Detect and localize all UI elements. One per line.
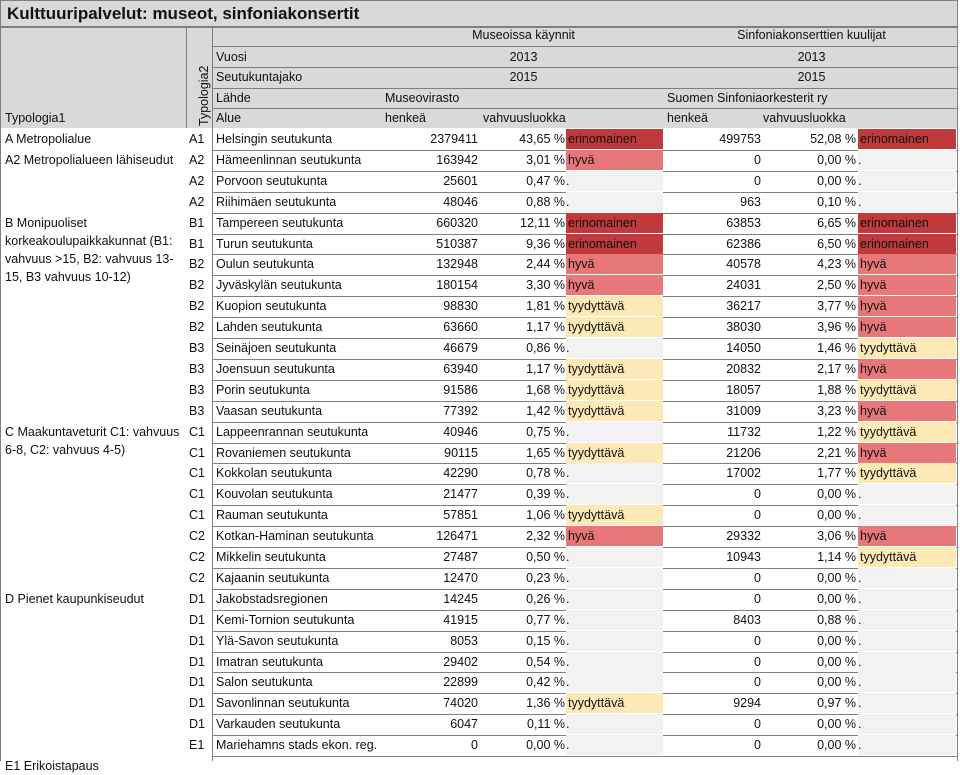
symphony-class-cell: .	[858, 714, 956, 734]
grid-line	[212, 46, 958, 47]
grid-line	[186, 27, 187, 128]
museum-class-cell: tyydyttävä	[566, 296, 663, 316]
region-name: Salon seutukunta	[216, 675, 313, 690]
museum-class-cell: .	[566, 568, 663, 588]
museum-share: 1,81 %	[526, 299, 565, 314]
typologia2-code: C1	[189, 487, 205, 502]
grid-line	[212, 756, 958, 757]
typologia2-code: C2	[189, 550, 205, 564]
symphony-class-cell: .	[858, 672, 956, 692]
symphony-share: 0,00 %	[817, 173, 856, 188]
symphony-class-cell: erinomainen	[858, 213, 956, 233]
museum-visits: 132948	[436, 257, 478, 272]
museum-class-cell: .	[566, 652, 663, 672]
museum-class-cell: .	[566, 735, 663, 755]
symphony-listeners: 0	[754, 738, 761, 753]
museum-share: 43,65 %	[519, 132, 565, 146]
museum-class-cell: tyydyttävä	[566, 317, 663, 337]
symphony-listeners: 0	[754, 717, 761, 732]
symphony-listeners: 499753	[719, 132, 761, 146]
header-typologia2: Typologia2	[197, 65, 211, 126]
region-name: Rauman seutukunta	[216, 508, 328, 523]
symphony-class-cell: .	[858, 505, 956, 525]
museum-class-cell: .	[566, 547, 663, 567]
museum-class-cell: .	[566, 714, 663, 734]
region-name: Porvoon seutukunta	[216, 173, 328, 188]
symphony-share: 2,21 %	[817, 445, 856, 460]
symphony-listeners: 63853	[726, 215, 761, 230]
museum-visits: 660320	[436, 215, 478, 230]
museum-class-cell: .	[566, 672, 663, 692]
symphony-share: 0,00 %	[817, 152, 856, 167]
typologia2-code: D1	[189, 654, 205, 669]
symphony-listeners: 62386	[726, 236, 761, 251]
symphony-class-cell: .	[858, 150, 956, 170]
museum-visits: 48046	[443, 194, 478, 209]
symphony-share: 0,00 %	[817, 633, 856, 648]
museum-share: 1,17 %	[526, 361, 565, 376]
symphony-share: 0,10 %	[817, 194, 856, 209]
symphony-listeners: 17002	[726, 466, 761, 481]
symphony-class-cell: hyvä	[858, 359, 956, 379]
symphony-listeners: 18057	[726, 382, 761, 397]
region-name: Jakobstadsregionen	[216, 591, 328, 606]
museum-class-cell: .	[566, 338, 663, 358]
museum-class-cell: .	[566, 484, 663, 504]
typologia2-code: A2	[189, 152, 205, 167]
symphony-share: 3,23 %	[817, 403, 856, 418]
museum-visits: 63660	[443, 320, 478, 335]
symphony-listeners: 38030	[726, 320, 761, 335]
symphony-share: 0,00 %	[817, 738, 856, 753]
header-label-vuosi: Vuosi	[216, 50, 247, 64]
museum-visits: 29402	[443, 654, 478, 669]
museum-visits: 40946	[443, 424, 478, 439]
symphony-class-cell: tyydyttävä	[858, 547, 956, 567]
museum-share: 0,11 %	[527, 717, 565, 732]
symphony-listeners: 963	[740, 194, 761, 209]
sheet-title: Kulttuuripalvelut: museot, sinfoniakonsertit	[0, 0, 958, 27]
header-vuosi-museums: 2013	[509, 50, 538, 64]
museum-class-cell: erinomainen	[566, 234, 663, 254]
symphony-listeners: 8403	[733, 612, 761, 627]
region-name: Seinäjoen seutukunta	[216, 341, 337, 355]
header-jako-symphony: 2015	[797, 70, 826, 84]
symphony-class-cell: .	[858, 735, 956, 755]
grid-line	[0, 27, 958, 28]
symphony-class-cell: tyydyttävä	[858, 338, 956, 358]
museum-share: 1,68 %	[526, 382, 565, 397]
museum-share: 9,36 %	[526, 236, 565, 251]
symphony-listeners: 20832	[726, 361, 761, 376]
museum-class-cell: tyydyttävä	[566, 401, 663, 421]
typologia2-code: D1	[189, 696, 205, 711]
museum-share: 1,06 %	[526, 508, 565, 523]
symphony-share: 3,96 %	[817, 320, 856, 335]
region-name: Vaasan seutukunta	[216, 403, 323, 418]
symphony-class-cell: hyvä	[858, 317, 956, 337]
museum-class-cell: tyydyttävä	[566, 505, 663, 525]
symphony-class-cell: tyydyttävä	[858, 463, 956, 483]
typologia2-code: B2	[189, 299, 205, 314]
symphony-listeners: 0	[754, 152, 761, 167]
museum-share: 3,30 %	[526, 278, 565, 293]
region-name: Kuopion seutukunta	[216, 299, 327, 314]
header-label-alue: Alue	[216, 111, 242, 125]
typologia1-group-label: E1 Erikoistapaus	[5, 759, 99, 773]
header-vuosi-symphony: 2013	[797, 50, 826, 64]
symphony-listeners: 14050	[726, 341, 761, 355]
museum-visits: 8053	[450, 633, 478, 648]
symphony-share: 0,00 %	[817, 717, 856, 732]
museum-visits: 2379411	[430, 132, 478, 146]
header-lahde-symphony: Suomen Sinfoniaorkesterit ry	[667, 91, 828, 105]
symphony-class-cell: hyvä	[858, 296, 956, 316]
symphony-class-cell: .	[858, 610, 956, 630]
museum-class-cell: tyydyttävä	[566, 380, 663, 400]
typologia2-code: C2	[189, 529, 205, 544]
museum-class-cell: tyydyttävä	[566, 693, 663, 713]
museum-share: 2,44 %	[526, 257, 565, 272]
museum-share: 0,42 %	[526, 675, 565, 690]
region-name: Hämeenlinnan seutukunta	[216, 152, 362, 167]
museum-class-cell: erinomainen	[566, 129, 663, 149]
typologia2-code: E1	[189, 738, 205, 753]
typologia2-code: B3	[189, 382, 205, 397]
museum-share: 0,15 %	[526, 633, 565, 648]
symphony-share: 1,88 %	[817, 382, 856, 397]
symphony-class-cell: hyvä	[858, 526, 956, 546]
typologia2-code: C1	[189, 445, 205, 460]
museum-visits: 42290	[443, 466, 478, 481]
typologia2-code: B3	[189, 403, 205, 418]
museum-share: 0,77 %	[526, 612, 565, 627]
museum-share: 0,00 %	[526, 738, 565, 753]
museum-class-cell: .	[566, 463, 663, 483]
region-name: Jyväskylän seutukunta	[216, 278, 342, 293]
symphony-share: 0,97 %	[817, 696, 856, 711]
museum-class-cell: hyvä	[566, 526, 663, 546]
symphony-share: 52,08 %	[810, 132, 856, 146]
symphony-share: 1,77 %	[817, 466, 856, 481]
museum-visits: 6047	[450, 717, 478, 732]
museum-class-cell: .	[566, 589, 663, 609]
museum-class-cell: .	[566, 631, 663, 651]
museum-visits: 98830	[443, 299, 478, 314]
symphony-class-cell: hyvä	[858, 254, 956, 274]
symphony-listeners: 0	[754, 487, 761, 502]
museum-visits: 74020	[443, 696, 478, 711]
symphony-class-cell: .	[858, 484, 956, 504]
region-name: Kajaanin seutukunta	[216, 570, 330, 585]
museum-visits: 163942	[436, 152, 478, 167]
museum-class-cell: tyydyttävä	[566, 359, 663, 379]
symphony-class-cell: tyydyttävä	[858, 422, 956, 442]
symphony-listeners: 0	[754, 675, 761, 690]
region-name: Kotkan-Haminan seutukunta	[216, 529, 374, 544]
museum-share: 1,42 %	[526, 403, 565, 418]
typologia2-code: D1	[189, 675, 205, 690]
region-name: Kemi-Tornion seutukunta	[216, 612, 355, 627]
symphony-class-cell: .	[858, 631, 956, 651]
grid-line	[212, 88, 958, 89]
header-group-museums: Museoissa käynnit	[472, 28, 575, 42]
symphony-listeners: 0	[754, 654, 761, 669]
typologia1-group-label: A2 Metropolialueen lähiseudut	[5, 152, 174, 167]
museum-visits: 57851	[443, 508, 478, 523]
museum-visits: 90115	[444, 445, 478, 460]
symphony-class-cell: erinomainen	[858, 129, 956, 149]
symphony-share: 1,14 %	[817, 550, 856, 564]
museum-share: 0,26 %	[526, 591, 565, 606]
museum-visits: 12470	[443, 570, 478, 585]
grid-line	[0, 27, 1, 761]
grid-line	[212, 67, 958, 68]
symphony-class-cell: .	[858, 568, 956, 588]
symphony-share: 2,50 %	[817, 278, 856, 293]
museum-visits: 0	[471, 738, 478, 753]
region-name: Tampereen seutukunta	[216, 215, 344, 230]
region-name: Porin seutukunta	[216, 382, 310, 397]
symphony-share: 0,88 %	[817, 612, 856, 627]
symphony-listeners: 29332	[726, 529, 761, 544]
museum-class-cell: .	[566, 422, 663, 442]
symphony-class-cell: .	[858, 192, 956, 212]
region-name: Imatran seutukunta	[216, 654, 324, 669]
symphony-share: 0,00 %	[817, 654, 856, 669]
header-group-symphony: Sinfoniakonserttien kuulijat	[737, 28, 886, 42]
museum-visits: 180154	[436, 278, 478, 293]
museum-share: 0,54 %	[526, 654, 565, 669]
museum-share: 0,47 %	[526, 173, 565, 188]
typologia2-code: B2	[189, 257, 205, 272]
header-typologia1: Typologia1	[5, 111, 66, 125]
symphony-listeners: 0	[754, 591, 761, 606]
museum-class-cell: hyvä	[566, 150, 663, 170]
typologia2-code: A2	[189, 173, 205, 188]
symphony-share: 4,23 %	[817, 257, 856, 272]
header-henkea-symphony: henkeä	[667, 111, 709, 125]
museum-class-cell: hyvä	[566, 254, 663, 274]
museum-visits: 25601	[443, 173, 478, 188]
symphony-share: 1,22 %	[817, 424, 856, 439]
symphony-class-cell: tyydyttävä	[858, 380, 956, 400]
symphony-class-cell: .	[858, 652, 956, 672]
museum-visits: 126471	[436, 529, 478, 544]
symphony-listeners: 21206	[726, 445, 761, 460]
museum-visits: 63940	[443, 361, 478, 376]
symphony-listeners: 0	[754, 508, 761, 523]
symphony-share: 3,06 %	[817, 529, 856, 544]
typologia1-group-label: D Pienet kaupunkiseudut	[5, 591, 144, 606]
museum-visits: 14245	[443, 591, 478, 606]
typologia1-group-label: C Maakuntaveturit C1: vahvuus 6-8, C2: vahvuus 4-5)	[5, 424, 180, 457]
museum-share: 12,11 %	[520, 215, 565, 230]
symphony-class-cell: .	[858, 171, 956, 191]
symphony-share: 2,17 %	[817, 361, 856, 376]
symphony-class-cell: hyvä	[858, 443, 956, 463]
symphony-class-cell: .	[858, 693, 956, 713]
symphony-listeners: 0	[754, 173, 761, 188]
region-name: Helsingin seutukunta	[216, 132, 333, 146]
typologia2-code: B3	[189, 341, 205, 355]
typologia2-code: C1	[189, 424, 205, 439]
museum-share: 1,36 %	[526, 696, 565, 711]
typologia2-code: C2	[189, 570, 205, 585]
symphony-class-cell: hyvä	[858, 401, 956, 421]
symphony-listeners: 0	[754, 633, 761, 648]
symphony-share: 0,00 %	[817, 508, 856, 523]
region-name: Riihimäen seutukunta	[216, 194, 337, 209]
symphony-share: 0,00 %	[817, 570, 856, 585]
symphony-share: 6,50 %	[817, 236, 856, 251]
typologia2-code: B2	[189, 278, 205, 293]
typologia2-code: C1	[189, 466, 205, 481]
museum-visits: 91586	[443, 382, 478, 397]
region-name: Mikkelin seutukunta	[216, 550, 326, 564]
symphony-listeners: 10943	[726, 550, 761, 564]
museum-visits: 510387	[436, 236, 478, 251]
symphony-listeners: 24031	[726, 278, 761, 293]
symphony-class-cell: .	[858, 589, 956, 609]
symphony-class-cell: hyvä	[858, 275, 956, 295]
typologia2-code: B1	[189, 215, 205, 230]
museum-visits: 46679	[443, 341, 478, 355]
symphony-share: 3,77 %	[817, 299, 856, 314]
museum-share: 0,39 %	[526, 487, 565, 502]
symphony-listeners: 36217	[726, 299, 761, 314]
symphony-listeners: 31009	[726, 403, 761, 418]
museum-class-cell: erinomainen	[566, 213, 663, 233]
region-name: Lappeenrannan seutukunta	[216, 424, 369, 439]
museum-class-cell: .	[566, 192, 663, 212]
symphony-listeners: 40578	[726, 257, 761, 272]
grid-line	[212, 128, 213, 761]
header-vahvuus-symphony: vahvuusluokka	[763, 111, 846, 125]
symphony-listeners: 0	[754, 570, 761, 585]
typologia2-code: B1	[189, 236, 205, 251]
museum-visits: 77392	[443, 403, 478, 418]
typologia2-code: C1	[189, 508, 205, 523]
museum-class-cell: tyydyttävä	[566, 443, 663, 463]
region-name: Ylä-Savon seutukunta	[216, 633, 339, 648]
museum-share: 1,65 %	[526, 445, 565, 460]
symphony-class-cell: erinomainen	[858, 234, 956, 254]
typologia2-code: D1	[189, 633, 205, 648]
symphony-listeners: 9294	[733, 696, 761, 711]
museum-share: 0,75 %	[526, 424, 565, 439]
typologia2-code: B3	[189, 361, 205, 376]
museum-share: 0,23 %	[526, 570, 565, 585]
region-name: Turun seutukunta	[216, 236, 313, 251]
typologia2-code: A1	[189, 132, 205, 146]
museum-visits: 21477	[443, 487, 478, 502]
museum-visits: 41915	[443, 612, 478, 627]
symphony-share: 1,46 %	[817, 341, 856, 355]
museum-share: 0,86 %	[526, 341, 565, 355]
region-name: Kouvolan seutukunta	[216, 487, 333, 502]
region-name: Varkauden seutukunta	[216, 717, 341, 732]
museum-share: 0,78 %	[526, 466, 565, 481]
header-lahde-museums: Museovirasto	[385, 91, 460, 105]
region-name: Rovaniemen seutukunta	[216, 445, 351, 460]
header-label-lahde: Lähde	[216, 91, 251, 105]
typologia2-code: B2	[189, 320, 205, 335]
museum-share: 1,17 %	[526, 320, 565, 335]
typologia2-code: D1	[189, 612, 205, 627]
museum-share: 3,01 %	[526, 152, 565, 167]
grid-line	[212, 108, 958, 109]
region-name: Lahden seutukunta	[216, 320, 323, 335]
grid-line	[957, 128, 958, 761]
museum-share: 0,50 %	[526, 550, 565, 564]
typologia2-code: A2	[189, 194, 205, 209]
region-name: Savonlinnan seutukunta	[216, 696, 350, 711]
header-vahvuus-museums: vahvuusluokka	[483, 111, 566, 125]
museum-class-cell: .	[566, 171, 663, 191]
region-name: Joensuun seutukunta	[216, 361, 335, 376]
typologia2-code: D1	[189, 591, 205, 606]
symphony-share: 6,65 %	[817, 215, 856, 230]
museum-class-cell: hyvä	[566, 275, 663, 295]
typologia1-group-label: B Monipuoliset korkeakoulupaikkakunnat (B1: vahvuus >15, B2: vahvuus 13-15, B3 vahvuus 10-12)	[5, 215, 174, 284]
symphony-listeners: 11732	[727, 424, 761, 439]
region-name: Kokkolan seutukunta	[216, 466, 333, 481]
header-jako-museums: 2015	[509, 70, 538, 84]
region-name: Oulun seutukunta	[216, 257, 314, 272]
museum-share: 2,32 %	[526, 529, 565, 544]
typologia1-group-label: A Metropolialue	[5, 132, 92, 146]
region-name: Mariehamns stads ekon. reg.	[216, 738, 378, 753]
symphony-share: 0,00 %	[817, 591, 856, 606]
museum-share: 0,88 %	[526, 194, 565, 209]
typologia2-code: D1	[189, 717, 205, 732]
symphony-share: 0,00 %	[817, 675, 856, 690]
museum-class-cell: .	[566, 610, 663, 630]
symphony-share: 0,00 %	[817, 487, 856, 502]
header-label-seutukuntajako: Seutukuntajako	[216, 70, 303, 84]
museum-visits: 22899	[443, 675, 478, 690]
header-henkea-museums: henkeä	[385, 111, 427, 125]
museum-visits: 27487	[443, 550, 478, 564]
